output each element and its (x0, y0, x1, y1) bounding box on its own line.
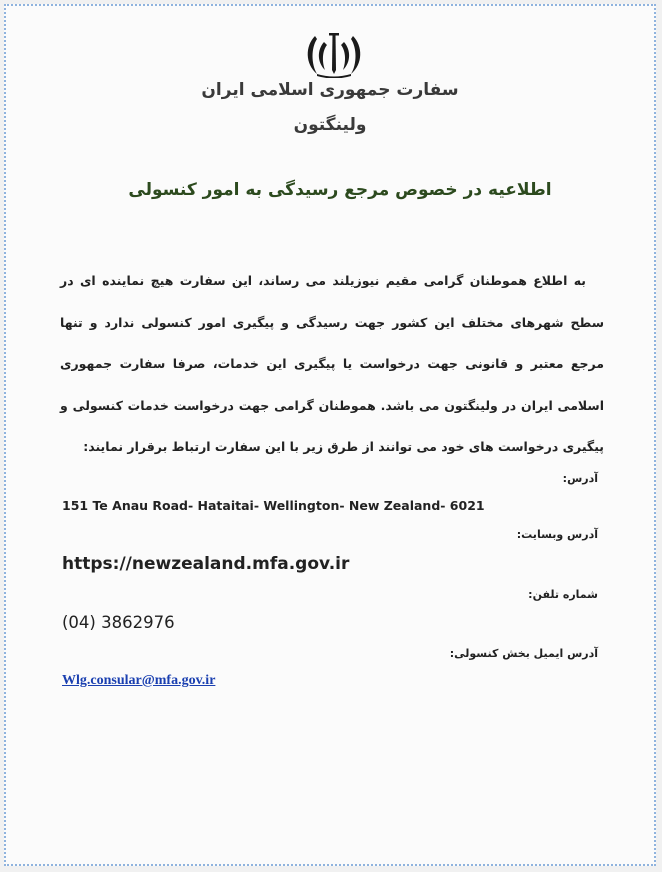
email-label: آدرس ایمیل بخش کنسولی: (449, 647, 598, 660)
website-label: آدرس وبسایت: (516, 528, 598, 541)
embassy-city: ولینگتون (293, 115, 367, 135)
iran-emblem-icon (303, 30, 365, 78)
embassy-name: سفارت جمهوری اسلامی ایران (201, 80, 459, 100)
email-link[interactable]: Wlg.consular@mfa.gov.ir (62, 673, 216, 688)
address-label: آدرس: (562, 472, 598, 485)
phone-label: شماره تلفن: (528, 588, 598, 601)
address-value: 151 Te Anau Road- Hataitai- Wellington- New Zealand- 6021 (62, 498, 485, 513)
phone-value: (04) 3862976 (62, 613, 175, 632)
website-value: https://newzealand.mfa.gov.ir (62, 554, 350, 574)
notice-body: به اطلاع هموطنان گرامی مقیم نیوزیلند می رساند، این سفارت هیچ نماینده ای در سطح شهرهای مختلف این کشور جهت رسیدگی و پیگیری امور کنسولی ندارد و تنها مرجع معتبر و قانونی جهت درخواست یا پیگیری این خدمات، صرفا سفارت جمهوری اسلامی ایران در ولینگتون می باشد. هموطنان گرامی جهت درخواست خدمات کنسولی و پیگیری درخواست های خود می توانند از طرق زیر با این سفارت ارتباط برقرار نمایند: (60, 273, 604, 454)
notice-title: اطلاعیه در خصوص مرجع رسیدگی به امور کنسولی (128, 180, 552, 200)
document-page (4, 4, 656, 866)
